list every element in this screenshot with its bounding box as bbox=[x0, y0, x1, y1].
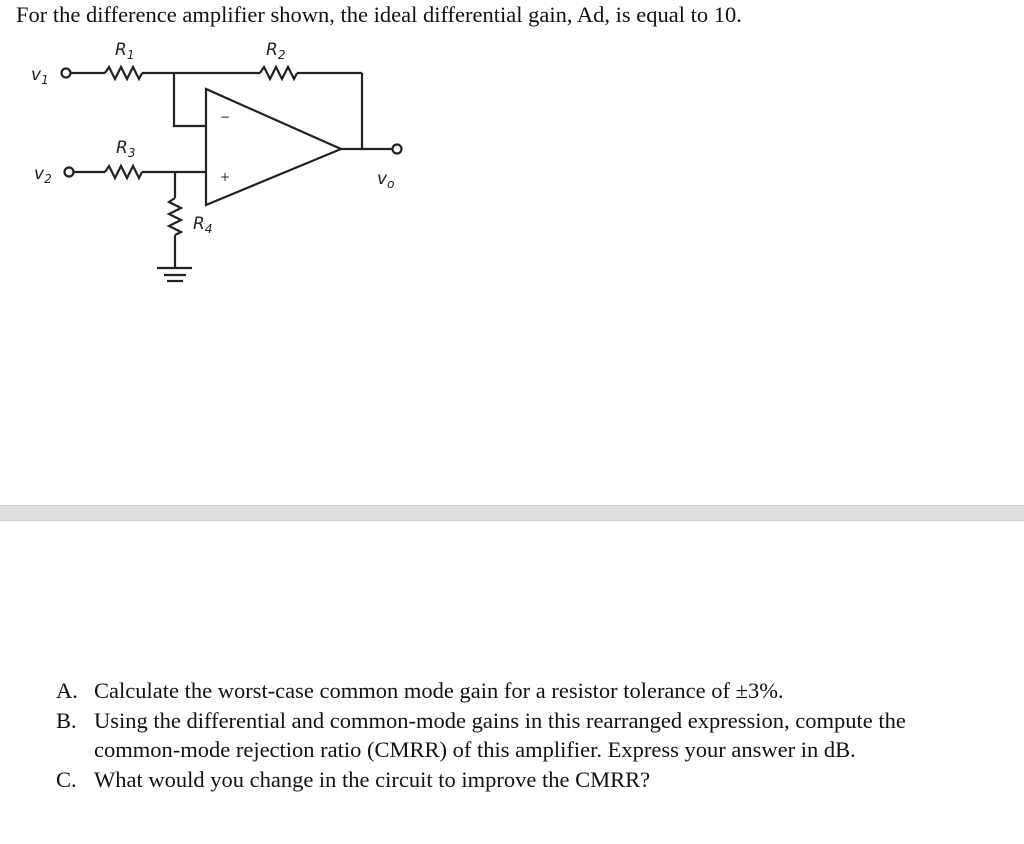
vo-terminal bbox=[393, 145, 402, 154]
svg-text:R3 bbox=[116, 138, 135, 160]
ground-icon bbox=[157, 268, 192, 281]
v1-terminal bbox=[62, 69, 71, 78]
r2-label: R bbox=[266, 40, 278, 60]
page-divider bbox=[0, 505, 1024, 521]
r2-subscript: 2 bbox=[277, 48, 286, 62]
v2-terminal bbox=[65, 168, 74, 177]
v2-label: v bbox=[34, 164, 45, 184]
svg-text:v1 bbox=[31, 65, 49, 87]
svg-text:R4 bbox=[193, 214, 212, 236]
noninverting-input-sign: + bbox=[220, 170, 231, 184]
r3-subscript: 3 bbox=[127, 146, 136, 160]
v1-subscript: 1 bbox=[41, 73, 49, 87]
v1-label: v bbox=[31, 65, 42, 85]
inverting-input-sign: − bbox=[220, 110, 231, 124]
problem-statement: For the difference amplifier shown, the ideal differential gain, Ad, is equal to 10. bbox=[16, 2, 742, 27]
difference-amplifier-circuit bbox=[0, 0, 460, 300]
question-text: Using the differential and common-mode gains in this rearranged expression, compute the common-mode rejection ratio (CMRR) of this amplifier. Express your answer in dB. bbox=[94, 707, 906, 762]
r4-subscript: 4 bbox=[204, 222, 213, 236]
r1-subscript: 1 bbox=[126, 48, 135, 62]
r3-label: R bbox=[116, 138, 128, 158]
question-letter: B. bbox=[56, 707, 77, 733]
svg-text:R1 bbox=[115, 40, 134, 62]
vo-label: v bbox=[377, 169, 388, 189]
r1-label: R bbox=[115, 40, 127, 60]
r4-label: R bbox=[193, 214, 205, 234]
question-list bbox=[56, 676, 996, 794]
svg-text:R2 bbox=[266, 40, 285, 62]
question-letter: A. bbox=[56, 678, 78, 703]
v2-subscript: 2 bbox=[44, 172, 52, 186]
question-b bbox=[56, 706, 996, 765]
r4-resistor bbox=[169, 198, 181, 235]
question-text: Calculate the worst-case common mode gain for a resistor tolerance of ±3%. bbox=[94, 678, 784, 703]
svg-text:vo bbox=[377, 169, 394, 191]
svg-text:v2 bbox=[34, 164, 52, 186]
r3-resistor bbox=[105, 166, 142, 178]
opamp-symbol bbox=[206, 89, 341, 205]
question-c bbox=[56, 765, 996, 795]
question-a bbox=[56, 676, 996, 706]
question-text: What would you change in the circuit to improve the CMRR? bbox=[94, 766, 651, 792]
r2-resistor bbox=[260, 67, 297, 79]
vo-subscript: o bbox=[387, 177, 395, 191]
question-letter: C. bbox=[56, 766, 77, 792]
r1-resistor bbox=[105, 67, 142, 79]
